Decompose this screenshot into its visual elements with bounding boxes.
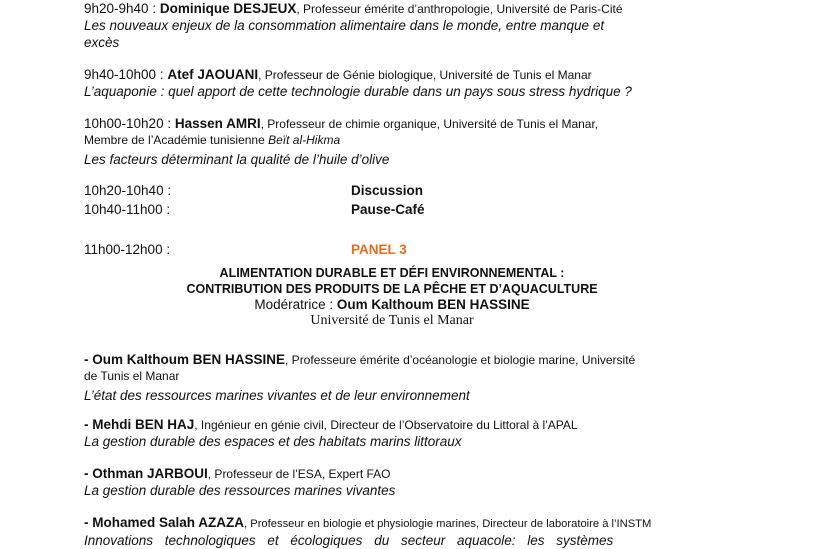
talk-header [84, 515, 706, 532]
talk-title: La gestion durable des espaces et des habitats marins littoraux [84, 434, 462, 449]
speaker-name: - Mohamed Salah AZAZA [84, 515, 245, 530]
talk-header [84, 417, 706, 433]
talk-title: L’aquaponie : quel apport de cette technologie durable dans un pays sous stress hydrique ? [84, 84, 632, 99]
talk-title: Innovations technologiques et écologiques du secteur aquacole: les systèmes [84, 533, 614, 548]
schedule-time: 10h20-10h40 : [84, 183, 172, 198]
moderator-affiliation: Université de Tunis el Manar [310, 313, 474, 328]
speaker-name: Atef JAOUANI [167, 67, 259, 82]
talk-sep: : [163, 116, 175, 131]
speaker-role: , Professeur de chimie organique, Université de Tunis el Manar, [260, 117, 599, 131]
talk-title: Les nouveaux enjeux de la consommation alimentaire dans le monde, entre manque et [84, 18, 605, 33]
speaker-name: - Mehdi BEN HAJ [84, 417, 195, 432]
talk-header [84, 67, 706, 83]
panel-time: 11h00-12h00 : [84, 242, 171, 257]
talk-header [84, 466, 706, 482]
talk-jaouani [84, 67, 706, 100]
speaker-name: - Oum Kalthoum BEN HASSINE [84, 352, 286, 367]
talk-title: L’état des ressources marines vivantes et de leur environnement [84, 388, 470, 403]
speaker-role: , Professeur de l’ESA, Expert FAO [207, 467, 391, 481]
talk-sep: : [156, 67, 168, 82]
panel-heading-line1: ALIMENTATION DURABLE ET DÉFI ENVIRONNEMENTAL : [219, 266, 565, 280]
talk-header [84, 352, 706, 368]
speaker-role-cont: de Tunis el Manar [84, 369, 180, 383]
moderator-name: Oum Kalthoum BEN HASSINE [336, 297, 530, 312]
speaker-role: , Professeur émérite d’anthropologie, Université de Paris-Cité [296, 2, 623, 16]
panel-heading-block [84, 265, 700, 329]
speaker-role-cont [84, 132, 706, 148]
speaker-name: Hassen AMRI [174, 116, 261, 131]
panel-heading-line2: CONTRIBUTION DES PRODUITS DE LA PÊCHE ET D’AQUACULTURE [186, 282, 598, 296]
schedule-label: Pause-Café [351, 202, 425, 217]
speaker-role: , Professeure émérite d’océanologie et biologie marine, Université [285, 353, 636, 367]
academy-name: Beït al-Hikma [268, 133, 341, 147]
talk-time: 9h20-9h40 [84, 1, 149, 16]
moderator-prefix: Modératrice : [254, 297, 337, 312]
speaker-name: - Othman JARBOUI [84, 466, 208, 481]
speaker-name: Dominique DESJEUX [159, 1, 297, 16]
talk-title: Les facteurs déterminant la qualité de l’huile d’olive [84, 152, 390, 167]
schedule-label: Discussion [351, 183, 424, 198]
talk-title: La gestion durable des ressources marines vivantes [84, 483, 396, 498]
panel-talk-jarboui [84, 466, 706, 499]
talk-desjeux [84, 1, 706, 51]
schedule-row-discussion [84, 183, 424, 199]
panel-row [84, 242, 407, 258]
speaker-role: , Professeur de Génie biologique, Université de Tunis el Manar [258, 68, 592, 82]
talk-time: 10h00-10h20 [84, 116, 164, 131]
talk-header [84, 1, 706, 17]
panel-moderator [84, 297, 700, 313]
panel-talk-ben-haj [84, 417, 706, 450]
panel-talk-ben-hassine [84, 352, 706, 404]
talk-amri [84, 116, 706, 168]
schedule-time: 10h40-11h00 : [84, 202, 171, 217]
talk-time: 9h40-10h00 [84, 67, 157, 82]
speaker-role: , Ingénieur en génie civil, Directeur de l’Observatoire du Littoral à l’APAL [194, 418, 578, 432]
talk-header [84, 116, 706, 132]
speaker-membership: Membre de l’Académie tunisienne [84, 133, 269, 147]
schedule-row-pause [84, 202, 425, 218]
panel-label: PANEL 3 [351, 242, 407, 257]
talk-sep: : [148, 1, 160, 16]
speaker-role: , Professeur en biologie et physiologie marines, Directeur de laboratoire à l’INSTM [244, 518, 652, 530]
panel-talk-azaza [84, 515, 706, 549]
talk-title-cont: excès [84, 35, 120, 50]
